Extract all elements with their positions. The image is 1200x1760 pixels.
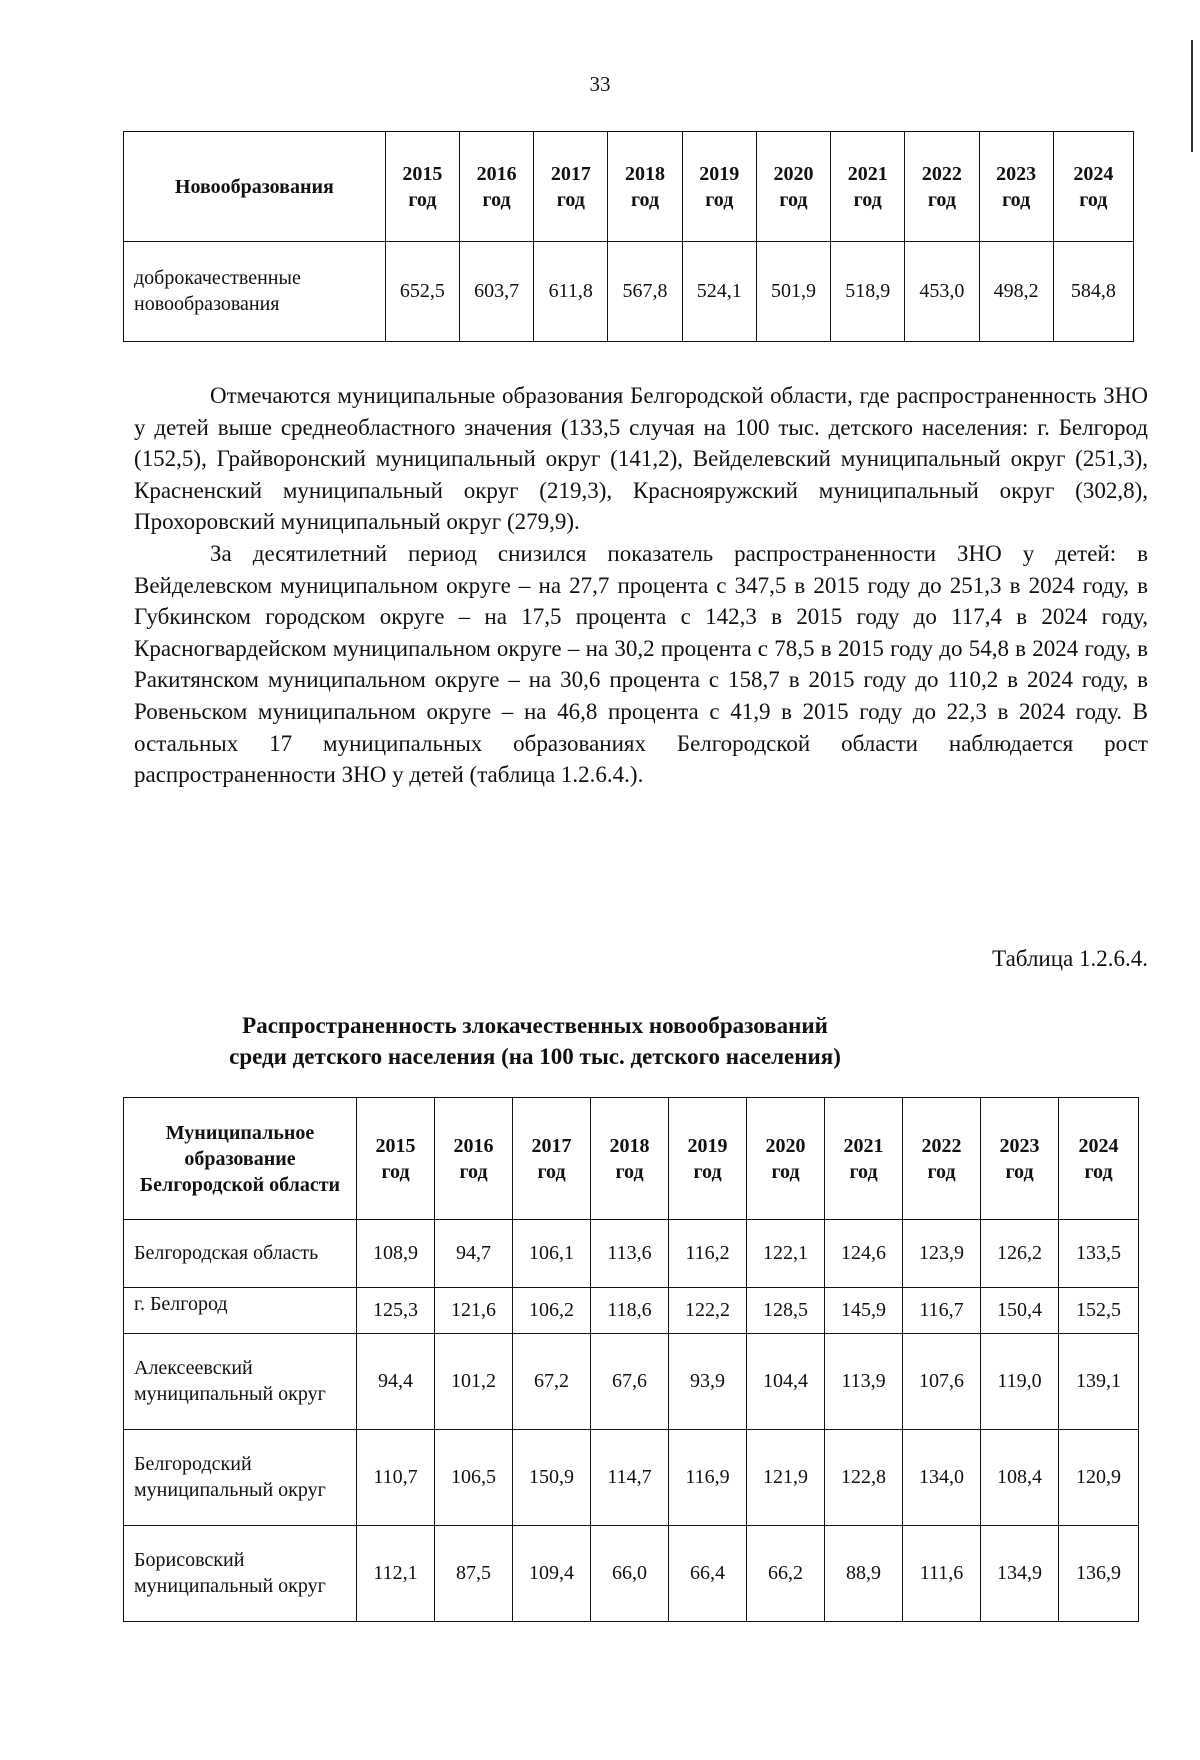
table-cell: 66,2 [747,1526,825,1622]
table-row [124,1220,1139,1288]
table-cell: 88,9 [825,1526,903,1622]
table-cell: 104,4 [747,1334,825,1430]
table-row [124,1430,1139,1526]
table-cell: 113,9 [825,1334,903,1430]
table-cell: 145,9 [825,1288,903,1334]
table-cell: 113,6 [591,1220,669,1288]
year-header: 2015 год [357,1098,435,1220]
year-header: 2018 год [591,1098,669,1220]
table-cell: 152,5 [1059,1288,1139,1334]
table-cell: 119,0 [981,1334,1059,1430]
table-title-line: среди детского населения (на 100 тыс. детского населения) [229,1044,841,1069]
table-cell: 66,4 [669,1526,747,1622]
row-label: Белгородский муниципальный округ [124,1430,357,1526]
table-cell: 109,4 [513,1526,591,1622]
table-cell: 134,0 [903,1430,981,1526]
year-header: 2017 год [534,132,608,242]
table-cell: 122,2 [669,1288,747,1334]
table-cell: 453,0 [905,242,979,342]
table-cell: 116,9 [669,1430,747,1526]
year-header: 2020 год [756,132,830,242]
table-cell: 150,9 [513,1430,591,1526]
row-label: Алексеевский муниципальный округ [124,1334,357,1430]
table-cell: 112,1 [357,1526,435,1622]
table-cell: 66,0 [591,1526,669,1622]
benign-neoplasms-table [123,131,1134,342]
table-cell: 106,2 [513,1288,591,1334]
table-cell: 122,1 [747,1220,825,1288]
table-cell: 139,1 [1059,1334,1139,1430]
row-label: г. Белгород [124,1288,357,1334]
table-cell: 108,9 [357,1220,435,1288]
table-cell: 126,2 [981,1220,1059,1288]
table2-header-row [124,1098,1139,1220]
table-caption: Таблица 1.2.6.4. [992,946,1148,971]
table1-header-row [124,132,1134,242]
table-cell: 122,8 [825,1430,903,1526]
table-cell: 567,8 [608,242,682,342]
year-header: 2022 год [903,1098,981,1220]
body-text [134,380,1148,791]
year-header: 2023 год [979,132,1053,242]
table-cell: 67,2 [513,1334,591,1430]
paragraph: За десятилетний период снизился показатель распространенности ЗНО у детей: в Вейделевском муниципальном округе – на 27,7 процента с 347,5 в 2015 году до 251,3 в 2024 году, в Губкинском городском округе – на 17,5 процента с 142,3 в 2015 году до 117,4 в 2024 году, Красногвардейском муниципальном округе – на 30,2 процента с 78,5 в 2015 году до 54,8 в 2024 году, в Ракитянском муниципальном округе – на 30,6 процента с 158,7 в 2015 году до 110,2 в 2024 году, в Ровеньском муниципальном округе – на 46,8 процента с 41,9 в 2015 году до 22,3 в 2024 году. В остальных 17 муниципальных образованиях Белгородской области наблюдается рост распространенности ЗНО у детей (таблица 1.2.6.4.). [134,540,1148,788]
year-header: 2016 год [435,1098,513,1220]
table-cell: 111,6 [903,1526,981,1622]
table-cell: 118,6 [591,1288,669,1334]
table-cell: 114,7 [591,1430,669,1526]
row-label: доброкачественные новообразования [124,242,386,342]
table-cell: 150,4 [981,1288,1059,1334]
table-cell: 116,2 [669,1220,747,1288]
table-cell: 123,9 [903,1220,981,1288]
page-number: 33 [589,72,611,96]
table-cell: 124,6 [825,1220,903,1288]
year-header: 2017 год [513,1098,591,1220]
table-cell: 106,5 [435,1430,513,1526]
table-cell: 116,7 [903,1288,981,1334]
table-cell: 611,8 [534,242,608,342]
table-row [124,242,1134,342]
year-header: 2021 год [831,132,905,242]
table-cell: 120,9 [1059,1430,1139,1526]
table-cell: 67,6 [591,1334,669,1430]
table-cell: 136,9 [1059,1526,1139,1622]
table-cell: 87,5 [435,1526,513,1622]
year-header: 2022 год [905,132,979,242]
table-cell: 125,3 [357,1288,435,1334]
year-header: 2018 год [608,132,682,242]
table-cell: 518,9 [831,242,905,342]
table-cell: 603,7 [459,242,533,342]
malignant-neoplasms-table [123,1097,1139,1622]
table-cell: 110,7 [357,1430,435,1526]
year-header: 2015 год [385,132,459,242]
year-header: 2024 год [1053,132,1133,242]
table-cell: 584,8 [1053,242,1133,342]
table-title-line: Распространенность злокачественных новообразований [242,1013,828,1038]
row-label: Белгородская область [124,1220,357,1288]
year-header: 2024 год [1059,1098,1139,1220]
table-cell: 121,9 [747,1430,825,1526]
year-header: 2016 год [459,132,533,242]
table-cell: 94,4 [357,1334,435,1430]
year-header: 2019 год [669,1098,747,1220]
year-header: 2020 год [747,1098,825,1220]
table-cell: 106,1 [513,1220,591,1288]
table-row [124,1526,1139,1622]
scan-edge-line [1191,40,1193,152]
table-cell: 93,9 [669,1334,747,1430]
table-cell: 107,6 [903,1334,981,1430]
table-cell: 524,1 [682,242,756,342]
table-row [124,1334,1139,1430]
table-cell: 94,7 [435,1220,513,1288]
table-cell: 128,5 [747,1288,825,1334]
table-cell: 121,6 [435,1288,513,1334]
year-header: 2023 год [981,1098,1059,1220]
table-cell: 133,5 [1059,1220,1139,1288]
table1-header-label: Новообразования [124,132,386,242]
table-cell: 501,9 [756,242,830,342]
table-cell: 108,4 [981,1430,1059,1526]
table-cell: 498,2 [979,242,1053,342]
row-label: Борисовский муниципальный округ [124,1526,357,1622]
table-cell: 101,2 [435,1334,513,1430]
table-cell: 652,5 [385,242,459,342]
table-title [0,1010,1082,1072]
year-header: 2019 год [682,132,756,242]
year-header: 2021 год [825,1098,903,1220]
table-row [124,1288,1139,1334]
paragraph: Отмечаются муниципальные образования Белгородской области, где распространенность ЗНО у детей выше среднеобластного значения (133,5 случая на 100 тыс. детского населения: г. Белгород (152,5), Грайворонский муниципальный округ (141,2), Вейделевский муниципальный округ (251,3), Красненский муниципальный округ (219,3), Краснояружский муниципальный округ (302,8), Прохоровский муниципальный округ (279,9). [134,383,1148,535]
table2-header-label: Муниципальное образование Белгородской области [124,1098,357,1220]
table-cell: 134,9 [981,1526,1059,1622]
